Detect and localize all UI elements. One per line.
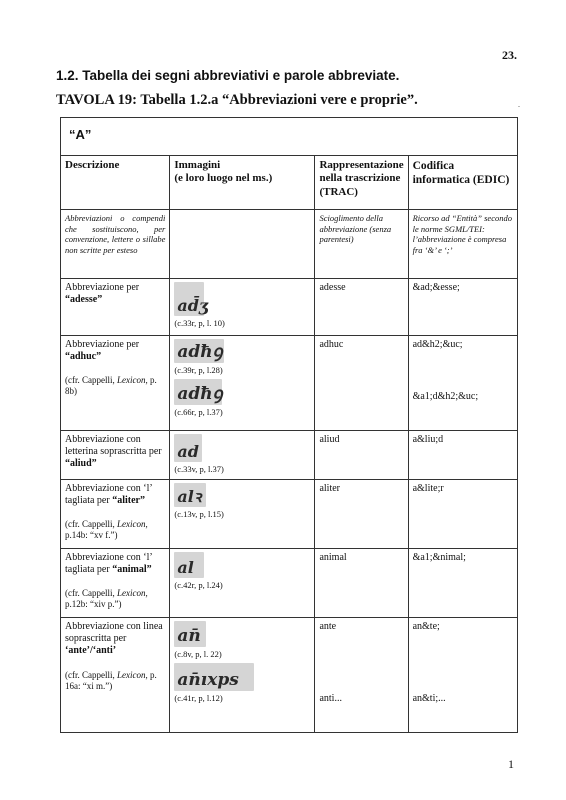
column-header-descrizione: Descrizione <box>61 156 170 210</box>
table-row <box>61 431 518 480</box>
row-trac <box>315 336 408 431</box>
row-description <box>61 480 170 549</box>
manuscript-image <box>174 552 204 578</box>
abbreviated-word: “animal” <box>112 564 152 576</box>
description-text: Abbreviazione con ‘l’ tagliata per <box>65 483 152 507</box>
image-location: (c.13v, p, l.15) <box>174 509 224 519</box>
trac-value: anti... <box>319 693 342 705</box>
note-source: Lexicon, <box>116 669 148 680</box>
row-edic <box>408 279 517 336</box>
trac-value: adhuc <box>319 339 344 350</box>
table-row <box>61 480 518 549</box>
manuscript-glyph: adħꝯ <box>177 342 223 362</box>
note-prefix: (cfr. Cappelli, <box>65 519 115 530</box>
table-row <box>61 618 518 733</box>
manuscript-glyph: alꝛ <box>177 487 202 506</box>
row-description <box>61 618 170 733</box>
note-suffix: p.14b: “xv f.”) <box>65 530 118 541</box>
row-trac <box>315 431 408 480</box>
manuscript-glyph: an̄ıxps <box>177 670 239 691</box>
image-location: (c.42r, p, l.24) <box>174 580 223 590</box>
manuscript-image <box>174 282 208 316</box>
image-location: (c.39r, p, l.28) <box>174 365 223 375</box>
image-location: (c.8v, p, l. 22) <box>174 649 222 659</box>
image-location: (c.41r, p, l.12) <box>174 693 223 704</box>
image-location: (c.33r, p, l. 10) <box>174 318 225 328</box>
spacer <box>319 633 403 693</box>
row-trac <box>315 480 408 549</box>
column-header-trac: Rappresentazione nella trascrizione (TRAC) <box>315 156 408 210</box>
note-suffix: p.12b: “xiv p.”) <box>65 599 122 610</box>
edic-value: an&te; <box>412 621 440 632</box>
divider <box>518 106 520 107</box>
row-trac <box>315 279 408 336</box>
meta-edic: Ricorso ad “Entità” secondo le norme SGML/TEI: l’abbreviazione è compresa fra ‘&’ e ‘;’ <box>408 210 517 279</box>
table-title: TAVOLA 19: Tabella 1.2.a “Abbreviazioni vere e proprie”. <box>56 92 418 108</box>
reference-note <box>65 670 165 692</box>
description-text: Abbreviazione con linea soprascritta per <box>65 621 163 645</box>
abbreviated-word: ‘ante’/‘anti’ <box>65 645 117 657</box>
abbreviated-word: “adesse” <box>65 294 103 306</box>
meta-row <box>61 210 518 279</box>
row-images <box>170 549 315 618</box>
abbreviated-word: “aliud” <box>65 458 97 470</box>
abbreviated-word: “aliter” <box>112 495 145 507</box>
table-row <box>61 279 518 336</box>
abbreviated-word: “adhuc” <box>65 351 102 363</box>
table-row <box>61 336 518 431</box>
note-source: Lexicon, <box>116 588 148 599</box>
note-source: Lexicon, <box>116 375 148 386</box>
edic-value: a&liu;d <box>412 434 444 445</box>
manuscript-image <box>174 483 206 507</box>
description-text: Abbreviazione con letterina soprascritta per <box>65 434 162 458</box>
abbreviations-table-container <box>60 117 518 733</box>
reference-note <box>65 519 165 541</box>
reference-note <box>65 375 165 397</box>
manuscript-glyph: al <box>177 558 194 577</box>
meta-trac: Scioglimento della abbreviazione (senza parentesi) <box>315 210 408 279</box>
spacer <box>413 351 513 391</box>
edic-value: &a1;&nimal; <box>412 552 466 563</box>
image-location: (c.33v, p, l.37) <box>174 464 224 474</box>
row-trac <box>315 549 408 618</box>
note-prefix: (cfr. Cappelli, <box>65 669 115 680</box>
section-title: 1.2. Tabella dei segni abbreviativi e parole abbreviate. <box>56 68 400 83</box>
page-number-top: 23. <box>502 48 517 62</box>
reference-note <box>65 588 165 610</box>
spacer <box>413 633 513 693</box>
row-description <box>61 431 170 480</box>
trac-value: aliud <box>319 434 340 445</box>
manuscript-glyph: adħꝯ <box>177 384 223 405</box>
trac-value: aliter <box>319 483 340 494</box>
row-trac <box>315 618 408 733</box>
letter-heading: “A” <box>61 118 518 156</box>
edic-value: &a1;d&h2;&uc; <box>412 391 479 403</box>
note-suffix: p. 8b) <box>65 375 157 397</box>
column-header-row <box>61 156 518 210</box>
trac-value: adesse <box>319 282 346 293</box>
manuscript-glyph: ad̄ʒ <box>177 296 208 315</box>
edic-value: &ad;&esse; <box>412 282 460 293</box>
trac-value: ante <box>319 621 337 632</box>
page-number-bottom: 1 <box>508 757 514 771</box>
note-suffix: p. 16a: “xi m.”) <box>65 669 157 691</box>
abbreviations-table <box>60 117 518 733</box>
row-images <box>170 431 315 480</box>
row-description <box>61 279 170 336</box>
row-images <box>170 336 315 431</box>
manuscript-glyph: an̄ <box>177 626 201 646</box>
column-header-immagini <box>170 156 315 210</box>
trac-value: animal <box>319 552 347 563</box>
manuscript-image <box>174 621 206 647</box>
row-edic <box>408 431 517 480</box>
row-description <box>61 336 170 431</box>
image-location: (c.66r, p, l.37) <box>174 407 223 418</box>
edic-value: an&ti;... <box>412 693 446 705</box>
table-row <box>61 549 518 618</box>
row-images <box>170 618 315 733</box>
manuscript-image <box>174 434 202 462</box>
description-text: Abbreviazione per <box>65 282 140 293</box>
edic-value: ad&h2;&uc; <box>412 339 463 350</box>
meta-descrizione: Abbreviazioni o compendi che sostituiscono, per convenzione, lettere o sillabe non scritte per esteso <box>61 210 170 279</box>
row-images <box>170 279 315 336</box>
manuscript-image <box>174 663 254 691</box>
row-images <box>170 480 315 549</box>
column-header-edic: Codifica informatica (EDIC) <box>408 156 517 210</box>
row-edic <box>408 336 517 431</box>
row-description <box>61 549 170 618</box>
meta-immagini <box>170 210 315 279</box>
description-text: Abbreviazione per <box>65 339 140 350</box>
manuscript-glyph: ad <box>177 442 199 461</box>
manuscript-image <box>174 379 222 405</box>
description-text: Abbreviazione con ‘l’ tagliata per <box>65 552 152 576</box>
edic-value: a&lite;r <box>412 483 444 494</box>
column-header-immagini-text: Immagini (e loro luogo nel ms.) <box>174 159 273 185</box>
row-edic <box>408 480 517 549</box>
manuscript-image <box>174 339 224 363</box>
note-source: Lexicon, <box>116 519 148 530</box>
note-prefix: (cfr. Cappelli, <box>65 588 115 599</box>
letter-heading-row <box>61 118 518 156</box>
note-prefix: (cfr. Cappelli, <box>65 375 115 386</box>
row-edic <box>408 618 517 733</box>
row-edic <box>408 549 517 618</box>
